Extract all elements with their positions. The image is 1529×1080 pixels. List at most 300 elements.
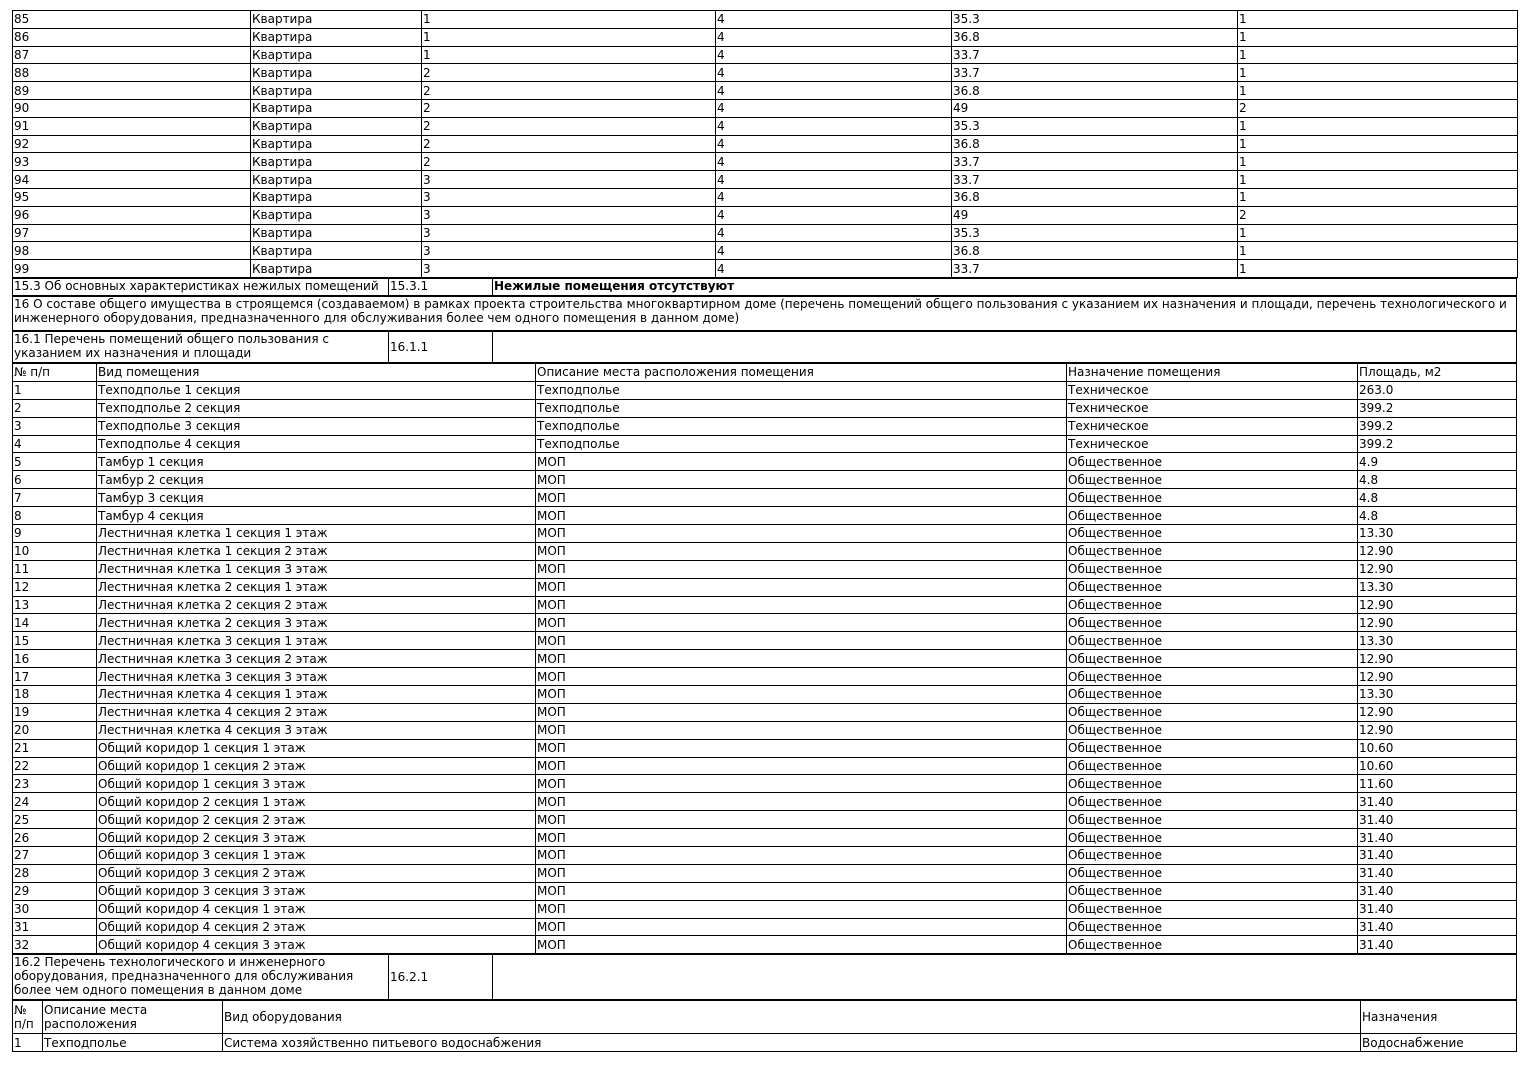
premises-row-purpose: Общественное bbox=[1067, 721, 1358, 739]
premises-row-purpose: Общественное bbox=[1067, 775, 1358, 793]
premises-row-kind: Тамбур 3 секция bbox=[97, 489, 536, 507]
apartment-row-section: 3 bbox=[422, 171, 716, 189]
premises-header-location: Описание места расположения помещения bbox=[536, 363, 1067, 381]
premises-row bbox=[13, 936, 1517, 954]
premises-row-purpose: Общественное bbox=[1067, 829, 1358, 847]
premises-row-location: МОП bbox=[536, 882, 1067, 900]
premises-row-kind: Лестничная клетка 3 секция 3 этаж bbox=[97, 668, 536, 686]
premises-row-purpose: Общественное bbox=[1067, 703, 1358, 721]
premises-row-num: 19 bbox=[13, 703, 97, 721]
premises-row-num: 22 bbox=[13, 757, 97, 775]
section-15-3-code: 15.3.1 bbox=[389, 278, 493, 295]
premises-row bbox=[13, 900, 1517, 918]
apartment-row-rooms: 1 bbox=[1238, 46, 1518, 64]
apartment-row-section: 1 bbox=[422, 28, 716, 46]
apartment-row-rooms: 1 bbox=[1238, 117, 1518, 135]
premises-row-area: 13.30 bbox=[1358, 685, 1517, 703]
apartment-row-rooms: 1 bbox=[1238, 11, 1518, 29]
apartment-row-num: 85 bbox=[13, 11, 251, 29]
apartment-row-rooms: 1 bbox=[1238, 242, 1518, 260]
premises-row-location: МОП bbox=[536, 811, 1067, 829]
apartment-row-section: 1 bbox=[422, 46, 716, 64]
premises-row-location: МОП bbox=[536, 578, 1067, 596]
apartment-row-area: 49 bbox=[952, 206, 1238, 224]
premises-row-kind: Лестничная клетка 1 секция 3 этаж bbox=[97, 560, 536, 578]
premises-row-location: МОП bbox=[536, 614, 1067, 632]
apartment-row-type: Квартира bbox=[251, 242, 422, 260]
premises-row-num: 25 bbox=[13, 811, 97, 829]
premises-row-purpose: Общественное bbox=[1067, 739, 1358, 757]
premises-row-num: 14 bbox=[13, 614, 97, 632]
premises-row bbox=[13, 578, 1517, 596]
apartment-row-floor: 4 bbox=[716, 28, 952, 46]
apartment-row-floor: 4 bbox=[716, 117, 952, 135]
premises-row-location: МОП bbox=[536, 650, 1067, 668]
premises-row-area: 263.0 bbox=[1358, 381, 1517, 399]
premises-row bbox=[13, 560, 1517, 578]
premises-row-kind: Лестничная клетка 3 секция 1 этаж bbox=[97, 632, 536, 650]
apartment-row-rooms: 1 bbox=[1238, 153, 1518, 171]
apartment-row bbox=[13, 206, 1518, 224]
premises-row-purpose: Техническое bbox=[1067, 417, 1358, 435]
apartment-row-num: 88 bbox=[13, 64, 251, 82]
premises-row-kind: Лестничная клетка 1 секция 1 этаж bbox=[97, 524, 536, 542]
premises-row-purpose: Общественное bbox=[1067, 596, 1358, 614]
premises-header-area: Площадь, м2 bbox=[1358, 363, 1517, 381]
premises-row-kind: Лестничная клетка 2 секция 1 этаж bbox=[97, 578, 536, 596]
premises-row bbox=[13, 703, 1517, 721]
apartment-row-section: 2 bbox=[422, 99, 716, 117]
premises-row-location: Техподполье bbox=[536, 381, 1067, 399]
apartment-row-floor: 4 bbox=[716, 206, 952, 224]
premises-row-area: 13.30 bbox=[1358, 524, 1517, 542]
apartment-row bbox=[13, 28, 1518, 46]
premises-row bbox=[13, 721, 1517, 739]
apartment-row-type: Квартира bbox=[251, 135, 422, 153]
section-16 bbox=[12, 296, 1517, 331]
premises-row-area: 31.40 bbox=[1358, 829, 1517, 847]
premises-row-num: 3 bbox=[13, 417, 97, 435]
premises-row bbox=[13, 847, 1517, 865]
premises-row-area: 12.90 bbox=[1358, 614, 1517, 632]
apartment-row-type: Квартира bbox=[251, 260, 422, 278]
apartment-row-section: 2 bbox=[422, 117, 716, 135]
equipment-row-kind: Система хозяйственно питьевого водоснабжения bbox=[223, 1034, 1361, 1052]
premises-row-kind: Общий коридор 1 секция 1 этаж bbox=[97, 739, 536, 757]
apartment-row-floor: 4 bbox=[716, 135, 952, 153]
apartment-row-rooms: 1 bbox=[1238, 188, 1518, 206]
apartment-row bbox=[13, 242, 1518, 260]
premises-row-num: 11 bbox=[13, 560, 97, 578]
apartment-row-type: Квартира bbox=[251, 117, 422, 135]
premises-row bbox=[13, 489, 1517, 507]
premises-row-location: МОП bbox=[536, 685, 1067, 703]
premises-row-location: МОП bbox=[536, 757, 1067, 775]
premises-row-num: 24 bbox=[13, 793, 97, 811]
premises-row-location: МОП bbox=[536, 864, 1067, 882]
apartment-row-section: 3 bbox=[422, 260, 716, 278]
apartment-row-section: 1 bbox=[422, 11, 716, 29]
premises-row-area: 12.90 bbox=[1358, 596, 1517, 614]
premises-row-purpose: Общественное bbox=[1067, 471, 1358, 489]
premises-row-area: 10.60 bbox=[1358, 757, 1517, 775]
apartment-row bbox=[13, 117, 1518, 135]
premises-row-kind: Лестничная клетка 2 секция 2 этаж bbox=[97, 596, 536, 614]
equipment-header-location: Описание места расположения bbox=[43, 1001, 223, 1034]
apartment-row-area: 33.7 bbox=[952, 64, 1238, 82]
premises-row-kind: Лестничная клетка 1 секция 2 этаж bbox=[97, 542, 536, 560]
premises-row-kind: Тамбур 2 секция bbox=[97, 471, 536, 489]
equipment-header-row bbox=[13, 1001, 1517, 1034]
premises-row-area: 12.90 bbox=[1358, 560, 1517, 578]
premises-row-purpose: Общественное bbox=[1067, 542, 1358, 560]
premises-row-kind: Общий коридор 2 секция 1 этаж bbox=[97, 793, 536, 811]
apartment-row-floor: 4 bbox=[716, 64, 952, 82]
apartment-row-num: 98 bbox=[13, 242, 251, 260]
apartment-row-section: 3 bbox=[422, 206, 716, 224]
section-16-2-empty bbox=[493, 955, 1517, 1000]
apartment-row-type: Квартира bbox=[251, 99, 422, 117]
premises-row-num: 18 bbox=[13, 685, 97, 703]
apartment-row-area: 33.7 bbox=[952, 153, 1238, 171]
premises-table bbox=[12, 363, 1517, 954]
apartment-row-type: Квартира bbox=[251, 206, 422, 224]
premises-row-kind: Тамбур 1 секция bbox=[97, 453, 536, 471]
equipment-row-location: Техподполье bbox=[43, 1034, 223, 1052]
premises-row-purpose: Общественное bbox=[1067, 507, 1358, 525]
premises-row-num: 7 bbox=[13, 489, 97, 507]
premises-row bbox=[13, 435, 1517, 453]
premises-row bbox=[13, 650, 1517, 668]
premises-row bbox=[13, 793, 1517, 811]
premises-row-kind: Лестничная клетка 2 секция 3 этаж bbox=[97, 614, 536, 632]
premises-row-kind: Общий коридор 3 секция 3 этаж bbox=[97, 882, 536, 900]
premises-row-purpose: Общественное bbox=[1067, 578, 1358, 596]
apartment-row-area: 35.3 bbox=[952, 224, 1238, 242]
premises-row-area: 12.90 bbox=[1358, 668, 1517, 686]
apartment-row-rooms: 1 bbox=[1238, 224, 1518, 242]
section-16-text: 16 О составе общего имущества в строящемся (создаваемом) в рамках проекта строительства многоквартирном доме (перечень помещений общего пользования с указанием их назначения и площади, перечень технологического и инженерного оборудования, предназначенного для обслуживания более чем одного помещения в данном доме) bbox=[13, 296, 1517, 330]
premises-row bbox=[13, 524, 1517, 542]
apartment-row-floor: 4 bbox=[716, 82, 952, 100]
apartment-row-area: 36.8 bbox=[952, 135, 1238, 153]
equipment-row-num: 1 bbox=[13, 1034, 43, 1052]
apartment-row-section: 3 bbox=[422, 188, 716, 206]
premises-row-purpose: Техническое bbox=[1067, 399, 1358, 417]
premises-row-location: МОП bbox=[536, 721, 1067, 739]
apartment-row-type: Квартира bbox=[251, 171, 422, 189]
apartment-row-floor: 4 bbox=[716, 11, 952, 29]
premises-row-area: 31.40 bbox=[1358, 936, 1517, 954]
premises-row-location: МОП bbox=[536, 524, 1067, 542]
premises-row-kind: Техподполье 4 секция bbox=[97, 435, 536, 453]
apartment-row-area: 36.8 bbox=[952, 82, 1238, 100]
apartment-row bbox=[13, 224, 1518, 242]
premises-header-row bbox=[13, 363, 1517, 381]
premises-header-num: № п/п bbox=[13, 363, 97, 381]
premises-row-purpose: Общественное bbox=[1067, 847, 1358, 865]
apartment-row-num: 96 bbox=[13, 206, 251, 224]
apartment-row-area: 33.7 bbox=[952, 260, 1238, 278]
apartment-row bbox=[13, 135, 1518, 153]
apartment-row bbox=[13, 99, 1518, 117]
premises-row bbox=[13, 882, 1517, 900]
apartment-row-type: Квартира bbox=[251, 82, 422, 100]
premises-row-location: МОП bbox=[536, 542, 1067, 560]
premises-row-kind: Лестничная клетка 3 секция 2 этаж bbox=[97, 650, 536, 668]
apartment-row-rooms: 2 bbox=[1238, 206, 1518, 224]
apartment-row-floor: 4 bbox=[716, 242, 952, 260]
equipment-header-num: № п/п bbox=[13, 1001, 43, 1034]
apartment-row bbox=[13, 64, 1518, 82]
premises-row-num: 12 bbox=[13, 578, 97, 596]
apartment-row-section: 2 bbox=[422, 64, 716, 82]
apartment-row bbox=[13, 188, 1518, 206]
premises-row-num: 26 bbox=[13, 829, 97, 847]
apartment-row-type: Квартира bbox=[251, 28, 422, 46]
premises-row bbox=[13, 739, 1517, 757]
premises-row bbox=[13, 453, 1517, 471]
apartment-row-type: Квартира bbox=[251, 224, 422, 242]
premises-row bbox=[13, 775, 1517, 793]
apartment-row-section: 2 bbox=[422, 135, 716, 153]
premises-row-location: МОП bbox=[536, 918, 1067, 936]
premises-row-area: 4.8 bbox=[1358, 507, 1517, 525]
premises-row-purpose: Общественное bbox=[1067, 453, 1358, 471]
premises-row-kind: Лестничная клетка 4 секция 2 этаж bbox=[97, 703, 536, 721]
premises-row-num: 2 bbox=[13, 399, 97, 417]
apartment-row-type: Квартира bbox=[251, 46, 422, 64]
apartment-row-num: 87 bbox=[13, 46, 251, 64]
premises-row-purpose: Общественное bbox=[1067, 757, 1358, 775]
premises-row-purpose: Общественное bbox=[1067, 668, 1358, 686]
apartment-row bbox=[13, 82, 1518, 100]
section-16-1-code: 16.1.1 bbox=[389, 331, 493, 362]
premises-row bbox=[13, 757, 1517, 775]
premises-row-num: 4 bbox=[13, 435, 97, 453]
premises-row bbox=[13, 399, 1517, 417]
apartment-row-rooms: 1 bbox=[1238, 64, 1518, 82]
apartment-row-num: 92 bbox=[13, 135, 251, 153]
premises-row-area: 31.40 bbox=[1358, 900, 1517, 918]
premises-row bbox=[13, 542, 1517, 560]
premises-row bbox=[13, 614, 1517, 632]
premises-row-num: 15 bbox=[13, 632, 97, 650]
premises-row-kind: Техподполье 1 секция bbox=[97, 381, 536, 399]
premises-row-num: 13 bbox=[13, 596, 97, 614]
apartment-row-rooms: 2 bbox=[1238, 99, 1518, 117]
premises-row-area: 31.40 bbox=[1358, 811, 1517, 829]
premises-row-purpose: Техническое bbox=[1067, 435, 1358, 453]
premises-row-num: 20 bbox=[13, 721, 97, 739]
premises-row bbox=[13, 811, 1517, 829]
premises-row-num: 31 bbox=[13, 918, 97, 936]
equipment-header-kind: Вид оборудования bbox=[223, 1001, 1361, 1034]
premises-row-kind: Общий коридор 1 секция 3 этаж bbox=[97, 775, 536, 793]
premises-row-purpose: Общественное bbox=[1067, 650, 1358, 668]
apartment-row-rooms: 1 bbox=[1238, 28, 1518, 46]
apartment-row-floor: 4 bbox=[716, 260, 952, 278]
premises-row-num: 29 bbox=[13, 882, 97, 900]
premises-row-location: Техподполье bbox=[536, 417, 1067, 435]
premises-row bbox=[13, 632, 1517, 650]
premises-row-area: 13.30 bbox=[1358, 578, 1517, 596]
premises-row-kind: Техподполье 2 секция bbox=[97, 399, 536, 417]
premises-row-purpose: Общественное bbox=[1067, 900, 1358, 918]
premises-row-location: МОП bbox=[536, 775, 1067, 793]
apartment-row-section: 2 bbox=[422, 82, 716, 100]
premises-row-location: МОП bbox=[536, 668, 1067, 686]
premises-row-area: 4.9 bbox=[1358, 453, 1517, 471]
section-16-1 bbox=[12, 331, 1517, 363]
premises-row-area: 399.2 bbox=[1358, 435, 1517, 453]
equipment-row bbox=[13, 1034, 1517, 1052]
premises-row-area: 12.90 bbox=[1358, 721, 1517, 739]
premises-row-num: 9 bbox=[13, 524, 97, 542]
premises-row-area: 12.90 bbox=[1358, 542, 1517, 560]
premises-row-num: 6 bbox=[13, 471, 97, 489]
premises-row bbox=[13, 381, 1517, 399]
premises-row-location: МОП bbox=[536, 596, 1067, 614]
apartment-row-num: 99 bbox=[13, 260, 251, 278]
apartment-row-floor: 4 bbox=[716, 99, 952, 117]
apartment-row-section: 3 bbox=[422, 224, 716, 242]
apartment-row-area: 49 bbox=[952, 99, 1238, 117]
premises-row bbox=[13, 864, 1517, 882]
apartment-row-num: 94 bbox=[13, 171, 251, 189]
apartment-row-type: Квартира bbox=[251, 188, 422, 206]
premises-row-area: 31.40 bbox=[1358, 882, 1517, 900]
premises-row-location: МОП bbox=[536, 453, 1067, 471]
section-16-2-label: 16.2 Перечень технологического и инженерного оборудования, предназначенного для обслуживания более чем одного помещения в данном доме bbox=[13, 955, 389, 1000]
premises-row-purpose: Общественное bbox=[1067, 882, 1358, 900]
apartment-row bbox=[13, 11, 1518, 29]
apartment-row-section: 3 bbox=[422, 242, 716, 260]
premises-row-location: МОП bbox=[536, 739, 1067, 757]
premises-row bbox=[13, 471, 1517, 489]
apartment-row-num: 97 bbox=[13, 224, 251, 242]
premises-row-num: 1 bbox=[13, 381, 97, 399]
apartment-row-rooms: 1 bbox=[1238, 82, 1518, 100]
premises-row-area: 11.60 bbox=[1358, 775, 1517, 793]
premises-row-kind: Общий коридор 3 секция 1 этаж bbox=[97, 847, 536, 865]
apartment-row-rooms: 1 bbox=[1238, 135, 1518, 153]
premises-row-area: 31.40 bbox=[1358, 864, 1517, 882]
equipment-header-purpose: Назначения bbox=[1361, 1001, 1517, 1034]
premises-row-num: 21 bbox=[13, 739, 97, 757]
apartment-row bbox=[13, 171, 1518, 189]
apartment-row-area: 36.8 bbox=[952, 242, 1238, 260]
apartment-row-floor: 4 bbox=[716, 153, 952, 171]
premises-row-location: МОП bbox=[536, 703, 1067, 721]
equipment-table bbox=[12, 1000, 1517, 1052]
premises-row-location: МОП bbox=[536, 793, 1067, 811]
apartment-row-type: Квартира bbox=[251, 64, 422, 82]
premises-row-num: 16 bbox=[13, 650, 97, 668]
apartment-row-num: 89 bbox=[13, 82, 251, 100]
premises-row-location: МОП bbox=[536, 829, 1067, 847]
apartment-row-area: 35.3 bbox=[952, 117, 1238, 135]
premises-row-location: МОП bbox=[536, 489, 1067, 507]
apartment-row bbox=[13, 260, 1518, 278]
section-16-1-empty bbox=[493, 331, 1517, 362]
apartment-row-section: 2 bbox=[422, 153, 716, 171]
premises-row bbox=[13, 417, 1517, 435]
premises-row-num: 17 bbox=[13, 668, 97, 686]
premises-row-purpose: Общественное bbox=[1067, 685, 1358, 703]
premises-header-purpose: Назначение помещения bbox=[1067, 363, 1358, 381]
premises-row-kind: Общий коридор 2 секция 3 этаж bbox=[97, 829, 536, 847]
apartment-row-area: 36.8 bbox=[952, 188, 1238, 206]
premises-row-kind: Лестничная клетка 4 секция 3 этаж bbox=[97, 721, 536, 739]
equipment-row-purpose: Водоснабжение bbox=[1361, 1034, 1517, 1052]
apartment-row-num: 90 bbox=[13, 99, 251, 117]
apartment-row-rooms: 1 bbox=[1238, 171, 1518, 189]
premises-row-location: МОП bbox=[536, 560, 1067, 578]
premises-row-kind: Общий коридор 4 секция 1 этаж bbox=[97, 900, 536, 918]
apartment-row-floor: 4 bbox=[716, 224, 952, 242]
premises-row-purpose: Общественное bbox=[1067, 864, 1358, 882]
premises-row-kind: Общий коридор 2 секция 2 этаж bbox=[97, 811, 536, 829]
premises-row-num: 5 bbox=[13, 453, 97, 471]
section-16-2 bbox=[12, 954, 1517, 1000]
premises-row-kind: Техподполье 3 секция bbox=[97, 417, 536, 435]
premises-row-num: 32 bbox=[13, 936, 97, 954]
premises-row-purpose: Общественное bbox=[1067, 489, 1358, 507]
premises-row-location: МОП bbox=[536, 471, 1067, 489]
premises-row bbox=[13, 685, 1517, 703]
premises-row-area: 31.40 bbox=[1358, 793, 1517, 811]
premises-row-area: 31.40 bbox=[1358, 847, 1517, 865]
section-16-1-label: 16.1 Перечень помещений общего пользования с указанием их назначения и площади bbox=[13, 331, 389, 362]
premises-row-num: 30 bbox=[13, 900, 97, 918]
premises-row-purpose: Общественное bbox=[1067, 793, 1358, 811]
apartment-row-area: 35.3 bbox=[952, 11, 1238, 29]
premises-header-kind: Вид помещения bbox=[97, 363, 536, 381]
premises-row-area: 10.60 bbox=[1358, 739, 1517, 757]
apartment-row-num: 93 bbox=[13, 153, 251, 171]
premises-row-num: 8 bbox=[13, 507, 97, 525]
premises-row-kind: Тамбур 4 секция bbox=[97, 507, 536, 525]
section-15-3-label: 15.3 Об основных характеристиках нежилых помещений bbox=[13, 278, 389, 295]
premises-row-kind: Общий коридор 4 секция 2 этаж bbox=[97, 918, 536, 936]
premises-row-purpose: Общественное bbox=[1067, 560, 1358, 578]
premises-row-area: 399.2 bbox=[1358, 399, 1517, 417]
premises-row-purpose: Общественное bbox=[1067, 524, 1358, 542]
apartment-row-num: 86 bbox=[13, 28, 251, 46]
premises-row-area: 13.30 bbox=[1358, 632, 1517, 650]
apartment-row bbox=[13, 153, 1518, 171]
apartment-row-area: 33.7 bbox=[952, 46, 1238, 64]
premises-row-purpose: Общественное bbox=[1067, 632, 1358, 650]
premises-row-location: МОП bbox=[536, 847, 1067, 865]
premises-row-num: 28 bbox=[13, 864, 97, 882]
premises-row-location: МОП bbox=[536, 507, 1067, 525]
premises-row-kind: Общий коридор 4 секция 3 этаж bbox=[97, 936, 536, 954]
apartments-table bbox=[12, 10, 1518, 278]
premises-row-purpose: Общественное bbox=[1067, 936, 1358, 954]
premises-row bbox=[13, 918, 1517, 936]
premises-row-kind: Лестничная клетка 4 секция 1 этаж bbox=[97, 685, 536, 703]
premises-row-num: 10 bbox=[13, 542, 97, 560]
apartment-row-num: 95 bbox=[13, 188, 251, 206]
apartment-row-type: Квартира bbox=[251, 11, 422, 29]
premises-row-area: 31.40 bbox=[1358, 918, 1517, 936]
premises-row-num: 27 bbox=[13, 847, 97, 865]
premises-row-location: Техподполье bbox=[536, 435, 1067, 453]
premises-row-purpose: Техническое bbox=[1067, 381, 1358, 399]
premises-row-location: МОП bbox=[536, 632, 1067, 650]
